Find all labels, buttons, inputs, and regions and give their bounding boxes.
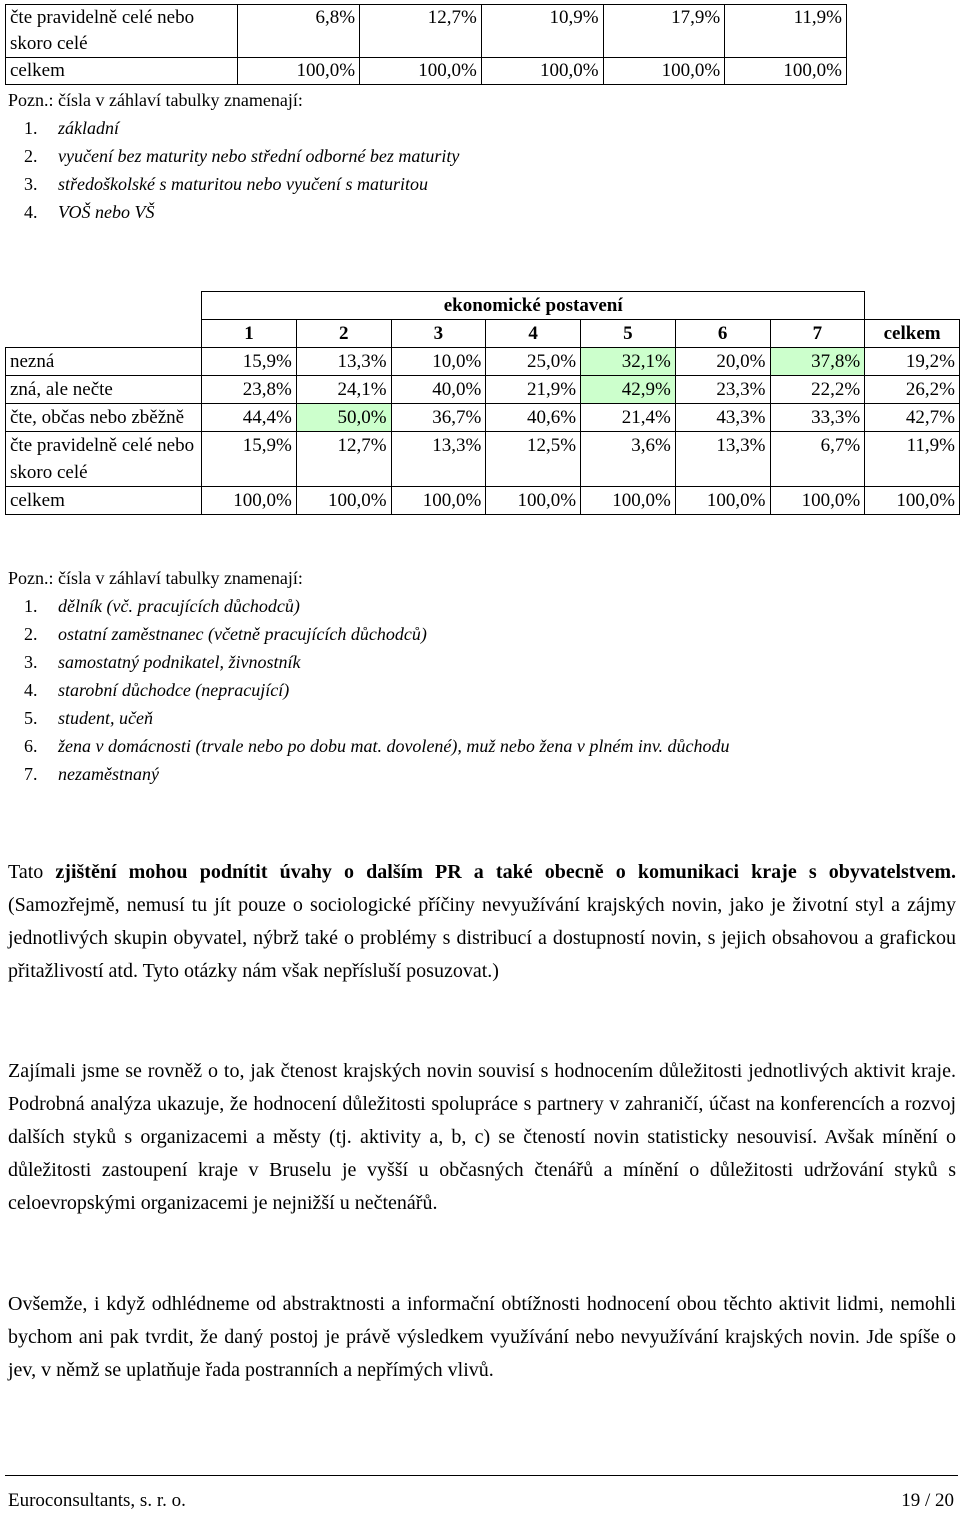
cell: 100,0% (296, 487, 391, 515)
cell: 100,0% (603, 58, 725, 85)
paragraph-1-bold: zjištění mohou podnítit úvahy o dalším PR a také obecně o komunikaci kraje s obyvatelstvem. (55, 861, 956, 883)
column-header: 2 (296, 320, 391, 348)
cell: 22,2% (770, 376, 865, 404)
footer-divider (5, 1475, 958, 1476)
cell: 10,9% (481, 5, 603, 58)
table-row (6, 58, 847, 85)
cell: 100,0% (391, 487, 486, 515)
row-label: čte pravidelně celé nebo skoro celé (6, 432, 202, 487)
table2-note-list (24, 592, 730, 788)
list-item: 1. základní (24, 118, 119, 138)
row-label: celkem (6, 58, 238, 85)
column-header: celkem (865, 320, 960, 348)
cell: 3,6% (581, 432, 676, 487)
list-item: 6. žena v domácnosti (trvale nebo po dobu mat. dovolené), muž nebo žena v plném inv. důchodu (24, 736, 730, 756)
cell: 25,0% (486, 348, 581, 376)
cell: 100,0% (486, 487, 581, 515)
list-item: 2. ostatní zaměstnanec (včetně pracujících důchodců) (24, 624, 427, 644)
table2-note-title: Pozn.: čísla v záhlaví tabulky znamenají: (8, 568, 303, 588)
cell: 100,0% (725, 58, 847, 85)
cell: 43,3% (675, 404, 770, 432)
cell: 40,6% (486, 404, 581, 432)
cell: 42,7% (865, 404, 960, 432)
column-header: 1 (202, 320, 297, 348)
cell: 100,0% (360, 58, 482, 85)
list-item: 4. VOŠ nebo VŠ (24, 202, 155, 222)
table-row (6, 432, 960, 487)
table-education (5, 4, 847, 85)
cell: 6,8% (238, 5, 360, 58)
row-label: čte, občas nebo zběžně (6, 404, 202, 432)
cell: 100,0% (481, 58, 603, 85)
cell: 17,9% (603, 5, 725, 58)
table1-note-list (24, 114, 460, 226)
cell: 6,7% (770, 432, 865, 487)
cell: 13,3% (391, 432, 486, 487)
cell: 100,0% (770, 487, 865, 515)
table-row (6, 348, 960, 376)
cell: 100,0% (865, 487, 960, 515)
list-item: 5. student, učeň (24, 708, 153, 728)
table-header-row (6, 320, 960, 348)
cell-highlighted: 50,0% (296, 404, 391, 432)
table-economic-status (5, 291, 960, 515)
paragraph-3: Ovšemže, i když odhlédneme od abstraktnosti a informační obtížnosti hodnocení obou těchto aktivit lidmi, nemohli bychom ani pak tvrdit, že daný postoj je právě výsledkem využívání nebo nevyužívání krajských novin. Jde spíše o jev, v němž se uplatňuje řada postranních a nepřímých vlivů. (8, 1293, 956, 1381)
cell: 24,1% (296, 376, 391, 404)
list-item: 3. středoškolské s maturitou nebo vyučení s maturitou (24, 174, 428, 194)
row-label: celkem (6, 487, 202, 515)
cell: 12,7% (296, 432, 391, 487)
cell: 100,0% (238, 58, 360, 85)
column-header: 3 (391, 320, 486, 348)
cell-highlighted: 42,9% (581, 376, 676, 404)
cell: 33,3% (770, 404, 865, 432)
cell: 100,0% (675, 487, 770, 515)
paragraph-1: Tato zjištění mohou podnítit úvahy o dalším PR a také obecně o komunikaci kraje s obyvatelstvem. (Samozřejmě, nemusí tu jít pouze o sociologické příčiny nevyužívání krajských novin, jako je životní styl a zájmy jednotlivých skupin obyvatel, nýbrž také o problémy s distribucí a dostupností novin, s jejich obsahovou a grafickou přitažlivostí atd. Tyto otázky nám však nepřísluší posuzovat.) (8, 861, 956, 982)
list-item: 3. samostatný podnikatel, živnostník (24, 652, 301, 672)
cell: 13,3% (296, 348, 391, 376)
cell: 19,2% (865, 348, 960, 376)
row-label: nezná (6, 348, 202, 376)
cell: 100,0% (202, 487, 297, 515)
cell: 12,5% (486, 432, 581, 487)
cell: 23,8% (202, 376, 297, 404)
cell: 21,9% (486, 376, 581, 404)
cell: 23,3% (675, 376, 770, 404)
cell: 15,9% (202, 432, 297, 487)
column-header: 5 (581, 320, 676, 348)
list-item: 2. vyučení bez maturity nebo střední odborné bez maturity (24, 146, 460, 166)
cell: 26,2% (865, 376, 960, 404)
cell: 15,9% (202, 348, 297, 376)
footer-company: Euroconsultants, s. r. o. (8, 1490, 186, 1511)
column-header: 6 (675, 320, 770, 348)
row-label: čte pravidelně celé nebo skoro celé (6, 5, 238, 58)
table-row (6, 376, 960, 404)
row-label: zná, ale nečte (6, 376, 202, 404)
cell-highlighted: 32,1% (581, 348, 676, 376)
list-item: 4. starobní důchodce (nepracující) (24, 680, 290, 700)
cell: 11,9% (725, 5, 847, 58)
cell: 21,4% (581, 404, 676, 432)
column-header: 7 (770, 320, 865, 348)
group-header: ekonomické postavení (202, 292, 865, 320)
table-row (6, 5, 847, 58)
footer-page-number: 19 / 20 (901, 1490, 954, 1511)
column-header: 4 (486, 320, 581, 348)
paragraph-2: Zajímali jsme se rovněž o to, jak čtenost krajských novin souvisí s hodnocením důležitosti jednotlivých aktivit kraje. Podrobná analýza ukazuje, že hodnocení důležitosti spolupráce s partnery v zahraničí, účast na konferencích a rozvoj dalších styků s organizacemi a městy (tj. aktivity a, b, c) se čteností novin statisticky nesouvisí. Avšak mínění o důležitosti zastoupení kraje v Bruselu je vyšší u občasných čtenářů a mínění o důležitosti udržování styků s celoevropskými organizacemi je nejnižší u nečtenářů. (8, 1060, 956, 1214)
list-item: 1. dělník (vč. pracujících důchodců) (24, 596, 300, 616)
cell-highlighted: 37,8% (770, 348, 865, 376)
cell: 36,7% (391, 404, 486, 432)
cell: 10,0% (391, 348, 486, 376)
table-row (6, 404, 960, 432)
cell: 11,9% (865, 432, 960, 487)
table-row (6, 487, 960, 515)
table1-note-title: Pozn.: čísla v záhlaví tabulky znamenají: (8, 90, 303, 110)
cell: 13,3% (675, 432, 770, 487)
cell: 40,0% (391, 376, 486, 404)
cell: 12,7% (360, 5, 482, 58)
cell: 20,0% (675, 348, 770, 376)
list-item: 7. nezaměstnaný (24, 764, 159, 784)
table-header-row (6, 292, 960, 320)
cell: 44,4% (202, 404, 297, 432)
cell: 100,0% (581, 487, 676, 515)
